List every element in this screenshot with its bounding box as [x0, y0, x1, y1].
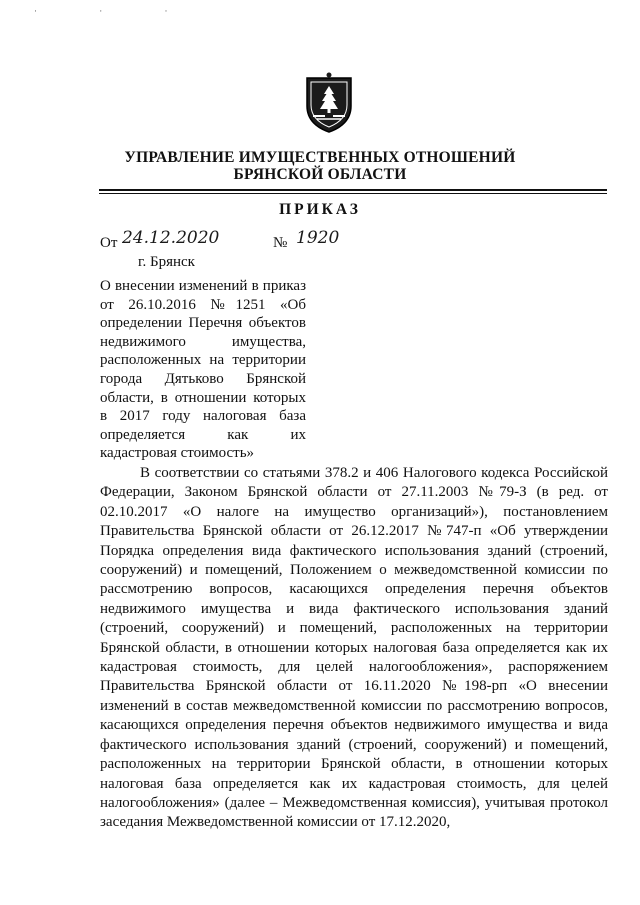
- date-prefix: От: [100, 235, 118, 251]
- handwritten-number: 1920: [296, 228, 340, 248]
- order-body-paragraph: В соответствии со статьями 378.2 и 406 Налогового кодекса Российской Федерации, Законом Брянской области от 27.11.2003 №79-З (в ред. от 02.10.2017 «О налоге на имущество организаций»), постановлением Правительства Брянской области от 26.12.2017 №747-п «Об утверждении Порядка определения вида фактического использования зданий (строений, сооружений) и помещений, Положением о межведомственной комиссии по рассмотрению вопросов, касающихся определения перечня объектов недвижимого имущества и вида фактического использования зданий (строений, сооружений) и помещений, расположенных на территории Брянской области, в отношении которых налоговая база определяется как их кадастровая стоимость, для целей налогообложения», распоряжением Правительства Брянской области от 16.11.2020 №198-рп «О внесении изменений в состав межведомственной комиссии по рассмотрению вопросов, касающихся определения перечня объектов недвижимого имущества и вида фактического использования зданий (строений, сооружений) и помещений, расположенных на территории Брянской области, в отношении которых налоговая база определяется как их кадастровая стоимость, для целей налогообложения» (далее – Межведомственная комиссия), учитывая протокол заседания Межведомственной комиссии от 17.12.2020,: [100, 465, 608, 831]
- number-label: №: [273, 235, 288, 251]
- order-subject: О внесении изменений в приказ от 26.10.2016 №1251 «Об определении Перечня объектов недвижимого имущества, расположенных на территории города Дятьково Брянской области, в отношении которых в 2017 году налоговая база определяется как их кадастровая стоимость»: [100, 278, 306, 462]
- city-name: г. Брянск: [138, 254, 195, 270]
- header-divider-thin: [99, 193, 607, 194]
- handwritten-date: 24.12.2020: [122, 228, 220, 248]
- header-divider-thick: [99, 189, 607, 191]
- document-type-title: ПРИКАЗ: [279, 201, 361, 218]
- bryansk-coat-of-arms-icon: [303, 72, 355, 134]
- organization-name-line1: УПРАВЛЕНИЕ ИМУЩЕСТВЕННЫХ ОТНОШЕНИЙ: [124, 149, 516, 166]
- organization-name-line2: БРЯНСКОЙ ОБЛАСТИ: [233, 166, 407, 183]
- corner-scan-marks: · · ·: [34, 6, 198, 16]
